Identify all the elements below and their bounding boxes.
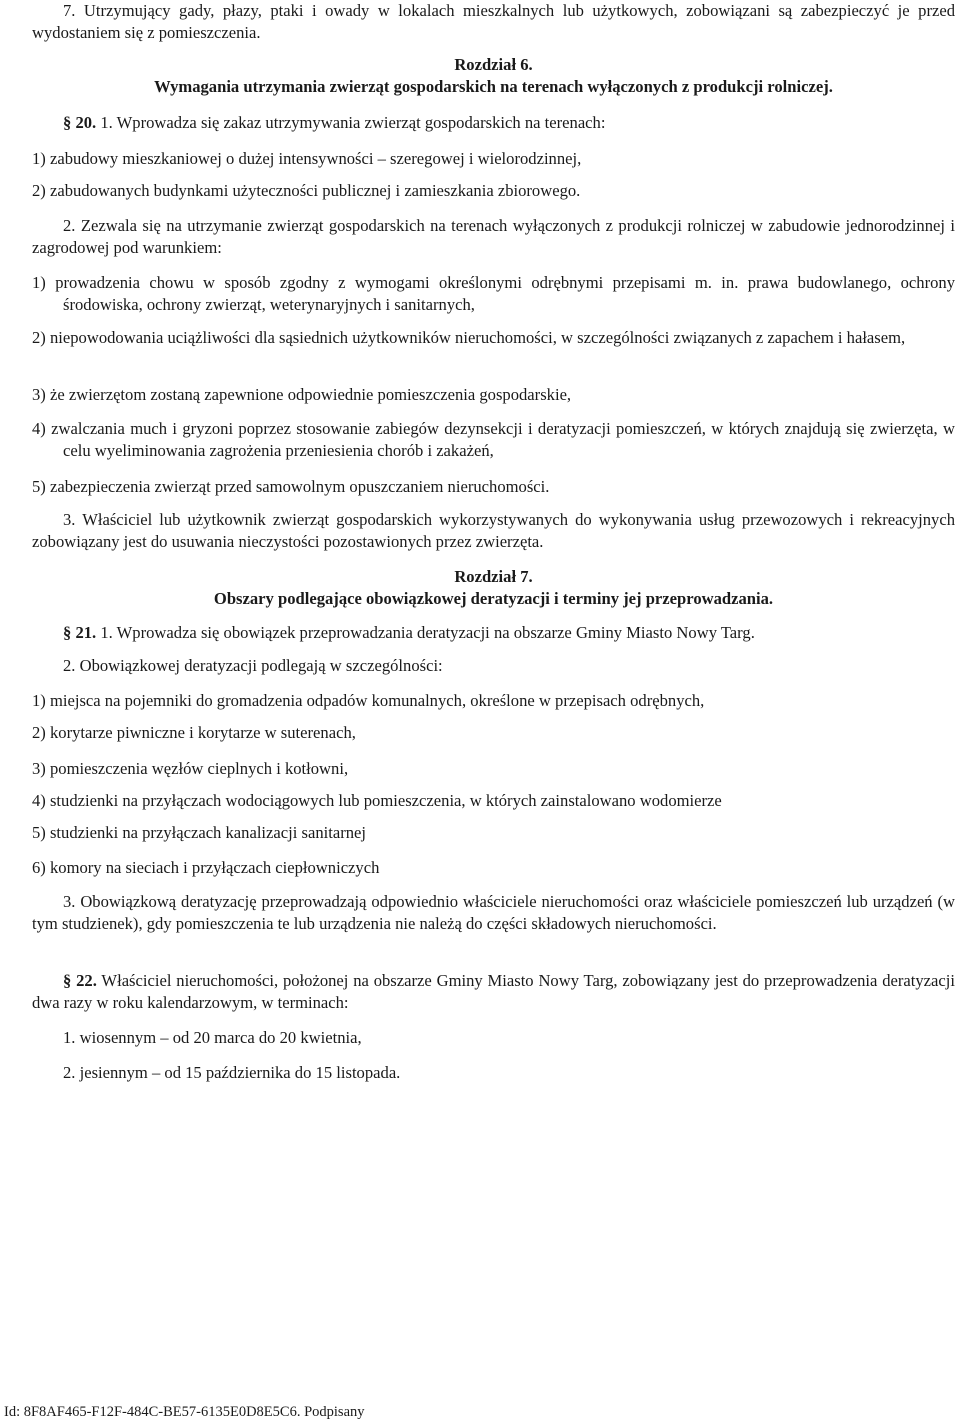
section-mark: § 21. bbox=[63, 623, 97, 642]
s21-paragraph-1 bbox=[63, 622, 955, 644]
s22-item: 1. wiosennym – od 20 marca do 20 kwietnia, bbox=[63, 1028, 362, 1047]
s20-p2-item: 4) zwalczania much i gryzoni poprzez stosowanie zabiegów dezynsekcji i deratyzacji pomieszczeń, w których znajdują się zwierzęta, w celu wyeliminowania zagrożenia przeniesienia chorób i zakażeń, bbox=[32, 419, 955, 460]
s20-p2-item: 5) zabezpieczenia zwierząt przed samowolnym opuszczaniem nieruchomości. bbox=[32, 477, 550, 496]
chapter-6-heading: Rozdział 6. bbox=[454, 55, 533, 74]
paragraph-7: 7. Utrzymujący gady, płazy, ptaki i owady w lokalach mieszkalnych lub użytkowych, zobowiązani są zabezpieczyć je przed wydostaniem się z pomieszczenia. bbox=[32, 1, 955, 42]
s20-p1-item: 2) zabudowanych budynkami użyteczności publicznej i zamieszkania zbiorowego. bbox=[32, 181, 581, 200]
section-mark: § 20. bbox=[63, 113, 97, 132]
s21-p2-item: 6) komory na sieciach i przyłączach ciepłowniczych bbox=[32, 858, 380, 877]
s20-p2-item: 2) niepowodowania uciążliwości dla sąsiednich użytkowników nieruchomości, w szczególności związanych z zapachem i hałasem, bbox=[32, 328, 906, 347]
s22-p1-text: Właściciel nieruchomości, położonej na obszarze Gminy Miasto Nowy Targ, zobowiązany jest do przeprowadzenia deratyzacji dwa razy w roku kalendarzowym, w terminach: bbox=[32, 971, 955, 1012]
s21-paragraph-3: 3. Obowiązkową deratyzację przeprowadzają odpowiednio właściciele nieruchomości oraz właściciele pomieszczeń lub urządzeń (w tym studzienek), gdy pomieszczenia te lub urządzenia nie należą do części składowych nieruchomości. bbox=[32, 892, 955, 933]
s20-paragraph-2: 2. Zezwala się na utrzymanie zwierząt gospodarskich na terenach wyłączonych z produkcji rolniczej w zabudowie jednorodzinnej i zagrodowej pod warunkiem: bbox=[32, 216, 955, 257]
section-mark: § 22. bbox=[63, 971, 97, 990]
s20-paragraph-3: 3. Właściciel lub użytkownik zwierząt gospodarskich wykorzystywanych do wykonywania usług przewozowych i rekreacyjnych zobowiązany jest do usuwania nieczystości pozostawionych przez zwierzęta. bbox=[32, 510, 955, 551]
s21-p1-text: 1. Wprowadza się obowiązek przeprowadzania deratyzacji na obszarze Gminy Miasto Nowy Targ. bbox=[100, 623, 755, 642]
document-id-footer: Id: 8F8AF465-F12F-484C-BE57-6135E0D8E5C6. Podpisany bbox=[4, 1404, 365, 1420]
s21-p2-item: 3) pomieszczenia węzłów cieplnych i kotłowni, bbox=[32, 759, 349, 778]
chapter-7-heading: Rozdział 7. bbox=[454, 567, 533, 586]
s21-p2-item: 4) studzienki na przyłączach wodociągowych lub pomieszczenia, w których zainstalowano wodomierze bbox=[32, 791, 722, 810]
s20-p1-item: 1) zabudowy mieszkaniowej o dużej intensywności – szeregowej i wielorodzinnej, bbox=[32, 149, 582, 168]
s22-paragraph bbox=[32, 970, 955, 1014]
s21-paragraph-2: 2. Obowiązkowej deratyzacji podlegają w szczególności: bbox=[63, 656, 443, 675]
s20-p2-item: 3) że zwierzętom zostaną zapewnione odpowiednie pomieszczenia gospodarskie, bbox=[32, 385, 572, 404]
chapter-6-title: Wymagania utrzymania zwierząt gospodarskich na terenach wyłączonych z produkcji rolniczej. bbox=[154, 77, 833, 96]
s21-p2-item: 2) korytarze piwniczne i korytarze w suterenach, bbox=[32, 723, 356, 742]
s21-p2-item: 5) studzienki na przyłączach kanalizacji sanitarnej bbox=[32, 823, 367, 842]
s20-p1-text: 1. Wprowadza się zakaz utrzymywania zwierząt gospodarskich na terenach: bbox=[100, 113, 606, 132]
s21-p2-item: 1) miejsca na pojemniki do gromadzenia odpadów komunalnych, określone w przepisach odrębnych, bbox=[32, 691, 705, 710]
chapter-7-title: Obszary podlegające obowiązkowej deratyzacji i terminy jej przeprowadzania. bbox=[213, 589, 774, 608]
s22-item: 2. jesiennym – od 15 października do 15 listopada. bbox=[63, 1063, 401, 1082]
s20-p2-item: 1) prowadzenia chowu w sposób zgodny z wymogami określonymi odrębnymi przepisami m. in. prawa budowlanego, ochrony środowiska, ochrony zwierząt, weterynaryjnych i sanitarnych, bbox=[32, 273, 955, 314]
s20-paragraph-1 bbox=[63, 112, 955, 134]
